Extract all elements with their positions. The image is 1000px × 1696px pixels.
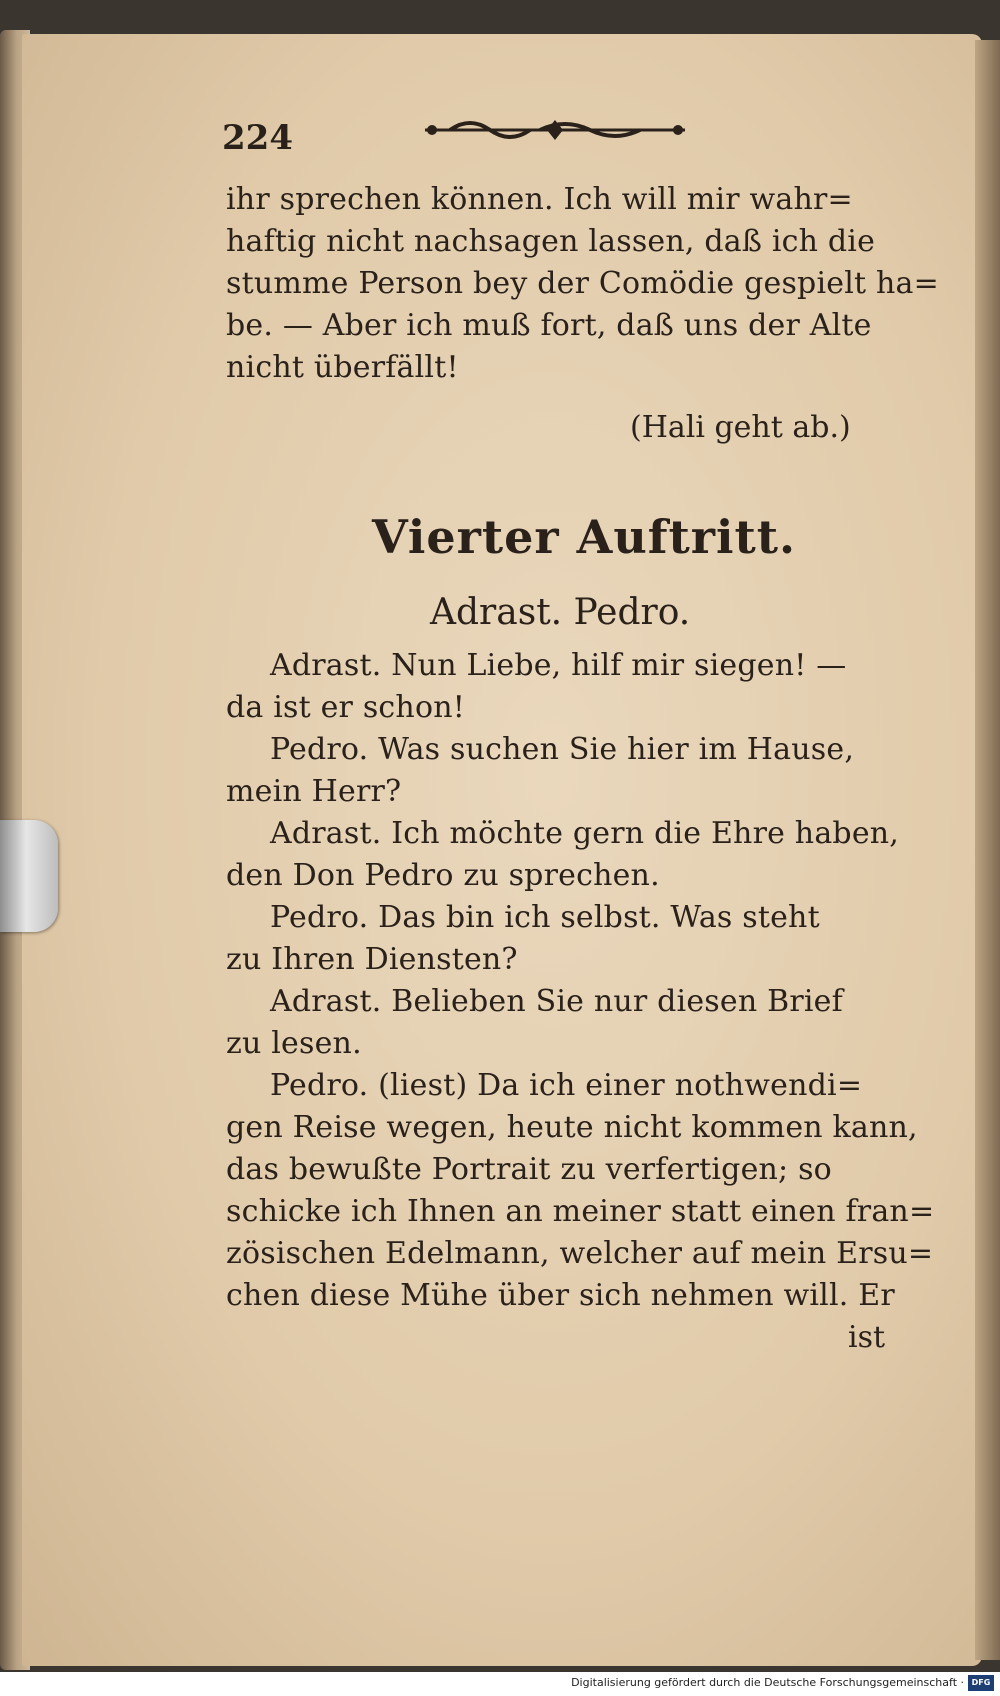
- dialogue-line: da ist er schon!: [226, 690, 465, 725]
- text-line-4: be. — Aber ich muß fort, daß uns der Alte: [226, 308, 872, 343]
- book-right-edge: [975, 40, 1000, 1660]
- dialogue-line: zösischen Edelmann, welcher auf mein Ersu=: [226, 1236, 934, 1271]
- dialogue-line: Pedro. Was suchen Sie hier im Hause,: [270, 732, 855, 767]
- page-number: 224: [222, 118, 293, 158]
- catchword: ist: [848, 1320, 886, 1355]
- dialogue-line: Adrast. Nun Liebe, hilf mir siegen! —: [270, 648, 847, 683]
- dialogue-line: mein Herr?: [226, 774, 402, 809]
- dfg-logo: DFG: [968, 1675, 994, 1691]
- page-clip: [0, 820, 58, 932]
- dialogue-line: chen diese Mühe über sich nehmen will. Er: [226, 1278, 895, 1313]
- text-line-1: ihr sprechen können. Ich will mir wahr=: [226, 182, 853, 217]
- dialogue-line: das bewußte Portrait zu verfertigen; so: [226, 1152, 832, 1187]
- dialogue-line: schicke ich Ihnen an meiner statt einen fran=: [226, 1194, 935, 1229]
- text-line-5: nicht überfällt!: [226, 350, 459, 385]
- text-line-3: stumme Person bey der Comödie gespielt ha=: [226, 266, 939, 301]
- cast-list: Adrast. Pedro.: [430, 592, 691, 633]
- dialogue-line: Adrast. Belieben Sie nur diesen Brief: [270, 984, 843, 1019]
- dialogue-line: gen Reise wegen, heute nicht kommen kann,: [226, 1110, 918, 1145]
- dialogue-line: Pedro. Das bin ich selbst. Was steht: [270, 900, 820, 935]
- dialogue-line: den Don Pedro zu sprechen.: [226, 858, 660, 893]
- dialogue-line: Adrast. Ich möchte gern die Ehre haben,: [270, 816, 900, 851]
- footer-credit: Digitalisierung gefördert durch die Deutsche Forschungsgemeinschaft ·: [571, 1676, 964, 1689]
- text-line-2: haftig nicht nachsagen lassen, daß ich die: [226, 224, 876, 259]
- dialogue-line: zu lesen.: [226, 1026, 362, 1061]
- scene-title: Vierter Auftritt.: [372, 510, 797, 564]
- dialogue-line: zu Ihren Diensten?: [226, 942, 518, 977]
- stage-direction: (Hali geht ab.): [630, 410, 851, 445]
- floral-vine-ornament-icon: [420, 112, 690, 148]
- dialogue-line: Pedro. (liest) Da ich einer nothwendi=: [270, 1068, 863, 1103]
